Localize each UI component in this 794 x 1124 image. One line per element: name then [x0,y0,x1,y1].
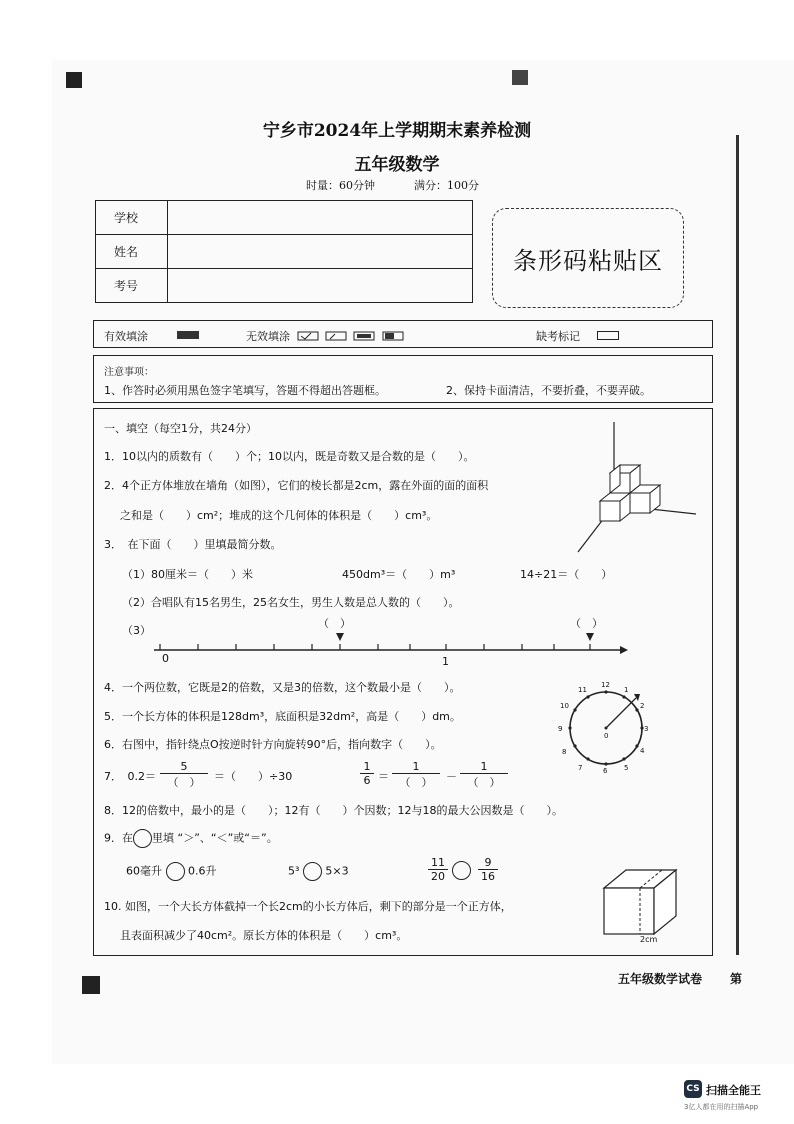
clock-number: 6 [603,767,608,775]
registration-mark [66,72,82,88]
fraction-numerator: 5 [160,760,208,774]
question-1: 1．10以内的质数有（ ）个；10以内，既是奇数又是合数的是（ ）。 [104,450,475,463]
time-limit: 时量：60分钟 [306,179,375,192]
question-7-mid: ＝（ ）÷30 [214,770,293,783]
question-6: 6．右图中，指针绕点O按逆时针方向旋转90°后，指向数字（ ）。 [104,738,442,751]
clock-number: 11 [578,686,587,694]
number-line [150,630,630,660]
compare-circle-icon [133,829,152,848]
question-7-fraction [160,760,208,790]
question-3-2: （2）合唱队有15名男生，25名女生，男生人数是总人数的（ ）。 [122,596,460,609]
clock-number: 3 [644,725,649,733]
clock-number: 1 [624,686,629,694]
compare-right: 0.6升 [188,864,217,878]
question-7-equals: ＝ [378,770,389,783]
question-2-line-2: 之和是（ ）cm²；堆成的这个几何体的体积是（ ）cm³。 [120,509,438,522]
scanner-tagline: 3亿人都在用的扫描App [684,1103,759,1111]
question-4: 4．一个两位数，它既是2的倍数，又是3的倍数，这个数最小是（ ）。 [104,681,461,694]
page-edge-line [736,135,739,955]
number-line-blank-2: （ ） [570,617,603,630]
school-field[interactable] [168,201,473,235]
scanner-logo-icon: CS [684,1080,702,1098]
clock-number: 5 [624,764,629,772]
registration-mark [82,976,100,994]
clock-number: 2 [640,702,645,710]
valid-fill-mark [177,331,199,339]
question-7-lead: 7． 0.2＝ [104,770,156,783]
compare-circle[interactable] [303,862,322,881]
question-10-line-2: 且表面积减少了40cm²。原长方体的体积是（ ）cm³。 [120,929,408,942]
question-9 [104,829,278,848]
clock-number: 9 [558,725,563,733]
compare-item-2 [288,862,349,881]
number-line-blank-1: （ ） [318,617,351,630]
fraction-numerator: 9 [478,856,498,870]
full-score: 满分：100分 [414,179,479,192]
compare-left: 5³ [288,864,300,878]
question-5: 5．一个长方体的体积是128dm³，底面积是32dm²，高是（ ）dm。 [104,710,461,723]
question-3: 3． 在下面（ ）里填最简分数。 [104,538,282,551]
clock-number: 12 [601,681,610,689]
fraction-numerator: 1 [460,760,508,774]
footer-page: 第 [730,972,743,986]
fraction-denominator: 16 [481,870,495,883]
student-info-table [95,200,473,303]
school-label: 学校 [96,201,168,235]
notice-title: 注意事项： [104,367,154,378]
fraction-numerator: 1 [360,760,374,774]
compare-left: 60毫升 [126,864,162,878]
compare-item-1 [126,862,217,881]
fraction-denominator: 6 [363,774,371,787]
fraction-denominator: 20 [431,870,445,883]
question-7-fraction-1 [360,760,374,787]
question-7-fraction-3 [460,760,508,790]
exam-number-field[interactable] [168,269,473,303]
notice-item-1: 1、作答时必须用黑色签字笔填写，答题不得超出答题框。 [104,384,386,397]
question-3-1c: 14÷21＝（ ） [520,568,613,581]
absent-mark-label: 缺考标记 [536,330,580,343]
invalid-fill-label: 无效填涂 [246,330,290,343]
fraction-denominator: （ ） [399,776,433,789]
number-line-zero: 0 [162,652,169,665]
question-8: 8．12的倍数中，最小的是（ ）；12有（ ）个因数；12与18的最大公因数是（ ）。 [104,804,563,817]
notice-item-2: 2、保持卡面清洁，不要折叠，不要弄破。 [446,384,651,397]
cuboid-label: 2cm [640,935,658,944]
fraction-denominator: （ ） [167,776,201,789]
footer-text: 五年级数学试卷 [618,972,703,986]
compare-right: 5×3 [325,864,349,878]
scanner-app-name: 扫描全能王 [706,1084,761,1097]
number-line-one: 1 [442,655,449,668]
fraction-numerator: 11 [428,856,448,870]
question-7-fraction-2 [392,760,440,790]
page-title: 宁乡市2024年上学期期末素养检测 [262,121,532,141]
question-2-line-1: 2．4个正方体堆放在墙角（如图），它们的棱长都是2cm，露在外面的面的面积 [104,479,489,492]
valid-fill-label: 有效填涂 [104,330,148,343]
clock-number: 10 [560,702,569,710]
clock-number: 8 [562,748,567,756]
compare-item-3-right [478,856,498,883]
fraction-denominator: （ ） [467,776,501,789]
stacked-cubes-figure [574,418,702,558]
compare-circle[interactable] [452,861,471,880]
name-label: 姓名 [96,235,168,269]
question-7-minus: － [446,770,457,783]
invalid-fill-marks [297,330,409,342]
exam-number-label: 考号 [96,269,168,303]
question-9-rest: 里填 “＞”、“＜”或“＝”。 [152,831,278,845]
absent-mark-box[interactable] [597,331,619,340]
clock-number: 4 [640,747,645,755]
question-9-lead: 9．在 [104,831,133,845]
question-3-3: （3） [122,624,151,637]
compare-item-3-left [428,856,448,883]
cuboid-figure [596,862,686,946]
compare-circle[interactable] [166,862,185,881]
section-heading: 一、填空（每空1分，共24分） [104,422,257,435]
question-10-line-1: 10. 如图，一个大长方体截掉一个长2cm的小长方体后，剩下的部分是一个正方体， [104,900,512,913]
fraction-numerator: 1 [392,760,440,774]
question-3-1a: （1）80厘米＝（ ）米 [122,568,253,581]
name-field[interactable] [168,235,473,269]
barcode-area: 条形码粘贴区 [492,208,684,308]
clock-numbers [558,680,654,776]
question-3-1b: 450dm³＝（ ）m³ [342,568,456,581]
clock-number: 7 [578,764,583,772]
registration-mark [512,70,528,85]
page-subtitle: 五年级数学 [354,155,440,175]
clock-center-label: 0 [604,732,609,740]
